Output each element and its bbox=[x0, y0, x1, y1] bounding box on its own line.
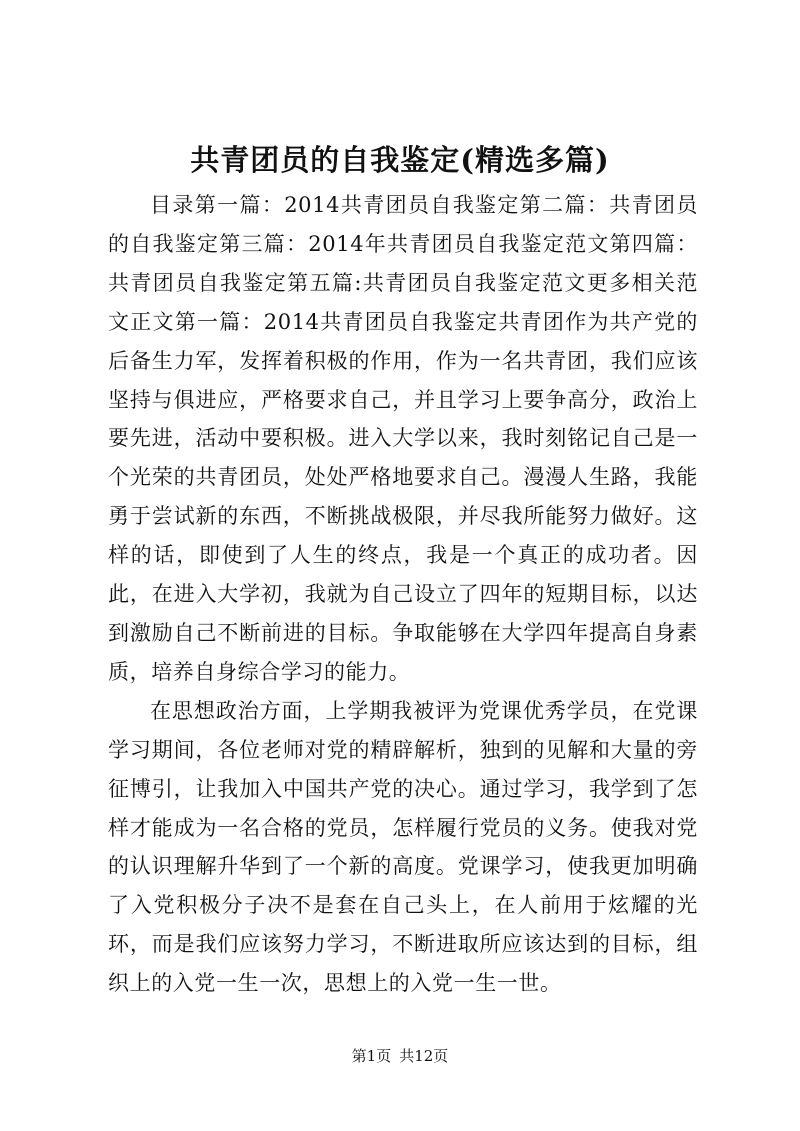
paragraph-1: 目录第一篇：2014共青团员自我鉴定第二篇：共青团员的自我鉴定第三篇：2014年共青团员自我鉴定范文第四篇：共青团员自我鉴定第五篇:共青团员自我鉴定范文更多相关范文正文第一篇：2014共青团员自我鉴定共青团作为共产党的后备生力军，发挥着积极的作用，作为一名共青团，我们应该坚持与俱进应，严格要求自己，并且学习上要争高分，政治上要先进，活动中要积极。进入大学以来，我时刻铭记自己是一个光荣的共青团员，处处严格地要求自己。漫漫人生路，我能勇于尝试新的东西，不断挑战极限，并尽我所能努力做好。这样的话，即使到了人生的终点，我是一个真正的成功者。因此，在进入大学初，我就为自己设立了四年的短期目标，以达到激励自己不断前进的目标。争取能够在大学四年提高自身素质，培养自身综合学习的能力。 bbox=[108, 193, 698, 684]
paragraph-2: 在思想政治方面，上学期我被评为党课优秀学员，在党课学习期间，各位老师对党的精辟解析，独到的见解和大量的旁征博引，让我加入中国共产党的决心。通过学习，我学到了怎样才能成为一名合格的党员，怎样履行党员的义务。使我对党的认识理解升华到了一个新的高度。党课学习，使我更加明确了入党积极分子决不是套在自己头上，在人前用于炫耀的光环，而是我们应该努力学习，不断进取所应该达到的目标，组织上的入党一生一次，思想上的入党一生一世。 bbox=[108, 698, 698, 996]
page-number: 第1页 bbox=[351, 1047, 392, 1065]
page-total: 共12页 bbox=[399, 1047, 449, 1065]
document-body bbox=[108, 186, 698, 1003]
document-title: 共青团员的自我鉴定(精选多篇) bbox=[190, 143, 610, 177]
page-footer bbox=[0, 1045, 800, 1067]
